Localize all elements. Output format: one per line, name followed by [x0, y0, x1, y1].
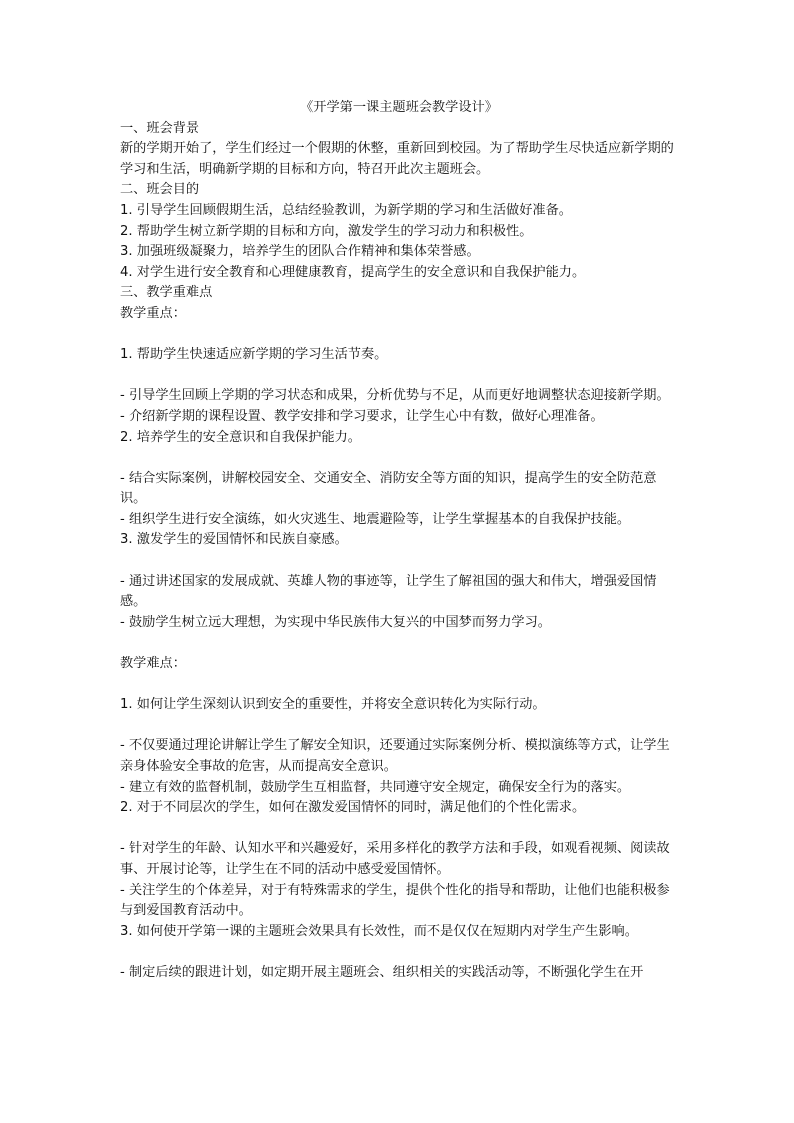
paragraph-line: 3. 加强班级凝聚力，培养学生的团队合作精神和集体荣誉感。: [120, 244, 480, 260]
paragraph-line: 4. 对学生进行安全教育和心理健康教育，提高学生的安全意识和自我保护能力。: [120, 264, 586, 280]
paragraph-line: 三、教学重难点: [120, 285, 213, 301]
paragraph-line: - 组织学生进行安全演练，如火灾逃生、地震避险等，让学生掌握基本的自我保护技能。: [120, 511, 631, 527]
document-lines: [120, 119, 678, 984]
paragraph-line: 1. 如何让学生深刻认识到安全的重要性，并将安全意识转化为实际行动。: [120, 697, 546, 713]
blank-line: [120, 675, 678, 696]
paragraph-line: 二、班会目的: [120, 182, 200, 198]
paragraph-line: 教学难点：: [120, 656, 186, 672]
paragraph-line: 一、班会背景: [120, 120, 200, 136]
paragraph-line: - 引导学生回顾上学期的学习状态和成果，分析优势与不足，从而更好地调整状态迎接新学期。: [120, 388, 670, 404]
paragraph-line: 1. 帮助学生快速适应新学期的学习生活节奏。: [120, 347, 388, 363]
blank-line: [120, 325, 678, 346]
paragraph-line: 新的学期开始了，学生们经过一个假期的休整，重新回到校园。为了帮助学生尽快适应新学期的学习和生活，明确新学期的目标和方向，特召开此次主题班会。: [120, 141, 674, 177]
paragraph-line: 3. 激发学生的爱国情怀和民族自豪感。: [120, 532, 348, 548]
paragraph-line: - 制定后续的跟进计划，如定期开展主题班会、组织相关的实践活动等，不断强化学生在开: [120, 964, 644, 980]
document-body: [120, 98, 678, 984]
paragraph-line: 1. 引导学生回顾假期生活，总结经验教训，为新学期的学习和生活做好准备。: [120, 202, 572, 218]
paragraph-line: - 不仅要通过理论讲解让学生了解安全知识，还要通过实际案例分析、模拟演练等方式，让学生亲身体验安全事故的危害，从而提高安全意识。: [120, 738, 670, 774]
blank-line: [120, 633, 678, 654]
blank-line: [120, 551, 678, 572]
paragraph-line: 2. 帮助学生树立新学期的目标和方向，激发学生的学习动力和积极性。: [120, 223, 533, 239]
paragraph-line: - 介绍新学期的课程设置、教学安排和学习要求，让学生心中有数，做好心理准备。: [120, 408, 604, 424]
paragraph-line: 3. 如何使开学第一课的主题班会效果具有长效性，而不是仅仅在短期内对学生产生影响。: [120, 923, 638, 939]
blank-line: [120, 716, 678, 737]
blank-line: [120, 942, 678, 963]
paragraph-line: 教学重点：: [120, 305, 186, 321]
paragraph-line: - 关注学生的个体差异，对于有特殊需求的学生，提供个性化的指导和帮助，让他们也能积极参与到爱国教育活动中。: [120, 882, 670, 919]
blank-line: [120, 366, 678, 387]
paragraph-line: - 针对学生的年龄、认知水平和兴趣爱好，采用多样化的教学方法和手段，如观看视频、阅读故事、开展讨论等，让学生在不同的活动中感受爱国情怀。: [120, 841, 670, 877]
paragraph-line: - 通过讲述国家的发展成就、英雄人物的事迹等，让学生了解祖国的强大和伟大，增强爱国情感。: [120, 573, 657, 610]
paragraph-line: 2. 对于不同层次的学生，如何在激发爱国情怀的同时，满足他们的个性化需求。: [120, 800, 586, 816]
paragraph-line: 2. 培养学生的安全意识和自我保护能力。: [120, 429, 361, 445]
blank-line: [120, 448, 678, 469]
paragraph-line: - 结合实际案例，讲解校园安全、交通安全、消防安全等方面的知识，提高学生的安全防范意识。: [120, 470, 657, 507]
document-title: 《开学第一课主题班会教学设计》: [300, 100, 498, 115]
paragraph-line: - 鼓励学生树立远大理想，为实现中华民族伟大复兴的中国梦而努力学习。: [120, 614, 551, 630]
paragraph-line: - 建立有效的监督机制，鼓励学生互相监督，共同遵守安全规定，确保安全行为的落实。: [120, 779, 631, 795]
blank-line: [120, 819, 678, 840]
